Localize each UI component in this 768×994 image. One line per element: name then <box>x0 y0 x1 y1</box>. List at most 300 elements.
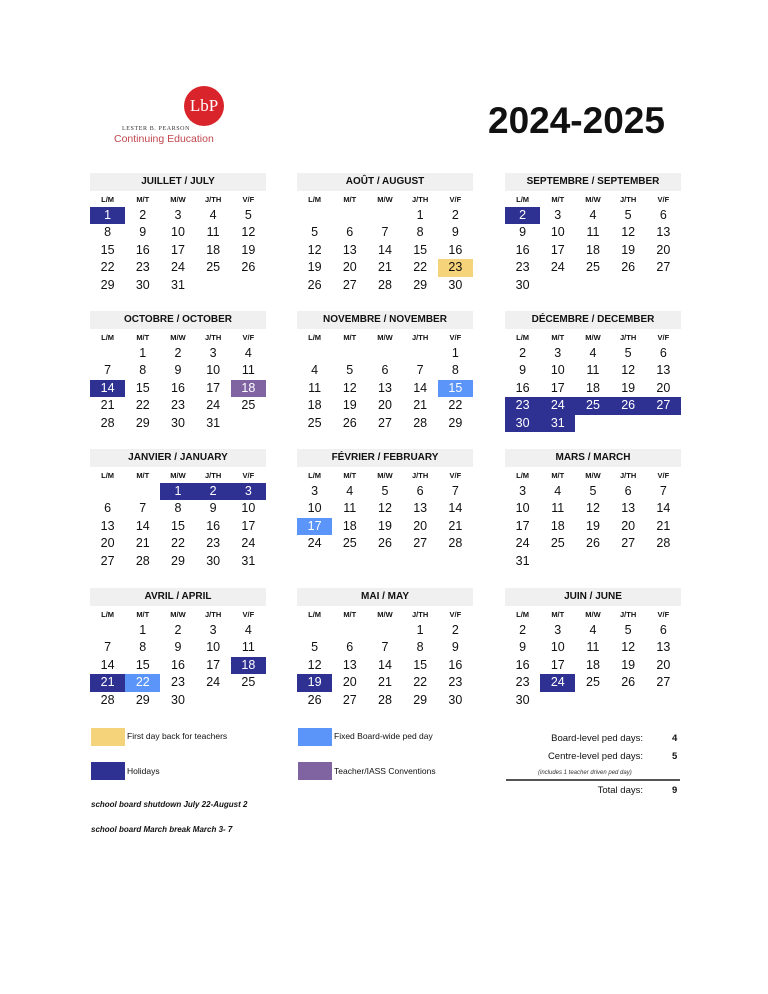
day-cell: 7 <box>659 484 667 498</box>
day-cell: 21 <box>135 536 150 551</box>
week-row <box>297 362 473 379</box>
month-header: FÉVRIER / FEBRUARY <box>297 449 473 467</box>
weekday-label: L/M <box>308 333 322 342</box>
day-cell: 24 <box>307 536 322 551</box>
empty-cell <box>231 415 266 432</box>
day-cell: 6 <box>381 363 389 378</box>
day-cell-ped-day: 22 <box>125 674 160 691</box>
day-cell: 10 <box>550 640 565 655</box>
day-cell: 8 <box>139 363 147 378</box>
week-row <box>505 657 681 674</box>
day-cell: 31 <box>241 553 256 568</box>
page-title: 2024-2025 <box>488 100 665 141</box>
month-header: NOVEMBRE / NOVEMBER <box>297 311 473 329</box>
day-cell: 12 <box>307 657 322 672</box>
day-cell: 12 <box>621 640 636 655</box>
day-cell: 9 <box>519 225 527 240</box>
day-cell: 13 <box>656 225 671 240</box>
day-cell: 21 <box>448 518 463 533</box>
day-cell: 13 <box>342 657 357 672</box>
month-8 <box>505 449 681 570</box>
day-cell: 14 <box>413 380 428 395</box>
weekday-label: L/M <box>516 471 530 480</box>
day-cell: 30 <box>171 692 185 707</box>
day-cell: 17 <box>206 380 221 395</box>
week-row <box>90 380 266 397</box>
day-cell: 17 <box>206 657 221 672</box>
day-cell: 16 <box>206 518 221 533</box>
day-cell-holiday: 24 <box>540 674 575 691</box>
week-row <box>505 639 681 656</box>
day-cell: 24 <box>241 536 256 551</box>
day-cell: 27 <box>100 553 115 568</box>
day-cell: 6 <box>346 225 354 240</box>
day-cell: 11 <box>206 225 220 240</box>
summary-divider <box>506 779 680 781</box>
weekday-label: M/W <box>585 471 601 480</box>
weekday-label: L/M <box>516 333 530 342</box>
day-cell: 17 <box>515 518 530 533</box>
day-cell: 26 <box>241 260 256 275</box>
day-cell: 26 <box>378 536 392 551</box>
day-cell-holiday: 30 <box>505 415 540 432</box>
day-cell: 20 <box>656 242 671 257</box>
weekday-row <box>505 467 681 483</box>
day-cell: 23 <box>135 260 150 275</box>
day-cell: 24 <box>206 398 221 413</box>
week-row <box>505 518 681 535</box>
weekday-label: J/TH <box>412 333 429 342</box>
day-cell: 4 <box>244 623 252 637</box>
day-cell: 29 <box>413 692 428 707</box>
week-row <box>505 259 681 276</box>
weekday-label: L/M <box>308 195 322 204</box>
weekday-label: M/T <box>551 610 565 619</box>
day-cell: 28 <box>448 536 463 551</box>
empty-cell <box>297 345 332 362</box>
month-header: JUILLET / JULY <box>90 173 266 191</box>
day-cell: 24 <box>206 675 221 690</box>
day-cell: 30 <box>515 692 530 707</box>
day-cell: 14 <box>656 501 671 516</box>
weekday-label: M/T <box>343 610 357 619</box>
month-3 <box>90 311 266 432</box>
day-cell: 12 <box>307 242 322 257</box>
empty-cell <box>90 622 125 639</box>
day-cell: 25 <box>241 675 256 690</box>
week-row <box>505 242 681 259</box>
day-cell: 16 <box>448 242 463 257</box>
week-row <box>297 657 473 674</box>
day-cell: 7 <box>139 501 147 516</box>
month-2 <box>505 173 681 294</box>
month-9 <box>90 588 266 709</box>
day-cell: 23 <box>448 675 463 690</box>
empty-cell <box>575 415 610 432</box>
weekday-label: J/TH <box>620 610 637 619</box>
day-cell: 11 <box>551 501 565 516</box>
weekday-row <box>505 606 681 622</box>
empty-cell <box>297 207 332 224</box>
day-cell: 20 <box>621 518 636 533</box>
day-cell: 1 <box>139 346 147 360</box>
day-cell: 15 <box>171 518 185 533</box>
total-value: 9 <box>672 785 678 796</box>
day-cell: 24 <box>171 260 185 275</box>
day-cell: 28 <box>135 553 150 568</box>
day-cell: 6 <box>346 640 354 655</box>
day-cell: 28 <box>100 692 115 707</box>
empty-cell <box>367 345 402 362</box>
day-cell: 12 <box>241 225 256 240</box>
day-cell: 14 <box>378 657 392 672</box>
day-cell: 18 <box>586 380 600 395</box>
day-cell: 6 <box>659 346 667 360</box>
day-cell: 30 <box>171 415 185 430</box>
weekday-label: M/T <box>136 471 150 480</box>
week-row <box>297 535 473 552</box>
day-cell: 3 <box>209 623 217 637</box>
day-cell: 8 <box>451 363 459 378</box>
note-march-break: school board March break March 3- 7 <box>91 825 233 834</box>
day-cell: 9 <box>174 363 182 378</box>
weekday-label: V/F <box>657 610 670 619</box>
weekday-label: M/T <box>343 195 357 204</box>
day-cell: 5 <box>311 225 319 240</box>
day-cell: 28 <box>413 415 428 430</box>
empty-cell <box>575 553 610 570</box>
empty-cell <box>575 277 610 294</box>
day-cell: 10 <box>206 640 221 655</box>
day-cell: 25 <box>206 260 221 275</box>
day-cell: 5 <box>624 346 632 360</box>
day-cell: 21 <box>413 398 428 413</box>
day-cell-first-day: 23 <box>438 259 473 276</box>
day-cell: 10 <box>550 225 565 240</box>
week-row <box>505 415 681 432</box>
empty-cell <box>575 692 610 709</box>
week-row <box>90 277 266 294</box>
week-row <box>90 692 266 709</box>
weekday-label: V/F <box>242 333 255 342</box>
legend-first-day: First day back for teachers <box>127 731 228 741</box>
weekday-label: V/F <box>242 610 255 619</box>
weekday-label: M/T <box>136 610 150 619</box>
day-cell: 15 <box>135 380 150 395</box>
day-cell: 4 <box>554 484 562 498</box>
day-cell: 27 <box>621 536 636 551</box>
weekday-label: M/W <box>585 195 601 204</box>
day-cell: 1 <box>451 346 459 360</box>
day-cell: 6 <box>624 484 632 498</box>
day-cell: 25 <box>586 675 600 690</box>
weekday-label: M/W <box>585 610 601 619</box>
week-row <box>90 242 266 259</box>
day-cell: 1 <box>139 623 147 637</box>
week-row <box>505 380 681 397</box>
weekday-label: V/F <box>657 471 670 480</box>
day-cell: 9 <box>139 225 147 240</box>
week-row <box>297 259 473 276</box>
day-cell: 25 <box>307 415 322 430</box>
weekday-label: V/F <box>449 610 462 619</box>
week-row <box>90 553 266 570</box>
weekday-label: M/T <box>551 195 565 204</box>
day-cell: 11 <box>241 640 255 655</box>
weekday-label: L/M <box>516 610 530 619</box>
weekday-row <box>297 329 473 345</box>
weekday-row <box>505 191 681 207</box>
day-cell: 13 <box>342 242 357 257</box>
empty-cell <box>403 345 438 362</box>
day-cell: 23 <box>171 675 185 690</box>
day-cell: 7 <box>104 640 112 655</box>
day-cell: 3 <box>554 623 562 637</box>
week-row <box>90 518 266 535</box>
day-cell: 13 <box>413 501 428 516</box>
day-cell: 19 <box>621 657 636 672</box>
empty-cell <box>90 345 125 362</box>
day-cell: 24 <box>550 260 565 275</box>
week-row <box>505 224 681 241</box>
week-row <box>90 207 266 224</box>
day-cell: 27 <box>342 692 357 707</box>
day-cell: 2 <box>174 623 182 637</box>
week-row <box>90 224 266 241</box>
day-cell: 15 <box>100 242 115 257</box>
day-cell: 8 <box>139 640 147 655</box>
day-cell: 20 <box>100 536 115 551</box>
day-cell: 7 <box>381 640 389 655</box>
weekday-label: M/W <box>377 333 393 342</box>
month-1 <box>297 173 473 294</box>
day-cell: 18 <box>586 657 600 672</box>
week-row <box>90 345 266 362</box>
empty-cell <box>125 483 160 500</box>
logo-mark: LbP <box>184 86 224 126</box>
day-cell: 8 <box>416 225 424 240</box>
day-cell: 3 <box>554 208 562 222</box>
weekday-row <box>505 329 681 345</box>
day-cell: 27 <box>413 536 428 551</box>
day-cell: 10 <box>550 363 565 378</box>
weekday-label: M/W <box>170 333 186 342</box>
day-cell: 9 <box>451 225 459 240</box>
day-cell: 14 <box>135 518 150 533</box>
weekday-label: L/M <box>308 610 322 619</box>
week-row <box>90 483 266 500</box>
week-row <box>505 535 681 552</box>
day-cell: 7 <box>104 363 112 378</box>
day-cell: 17 <box>550 380 565 395</box>
day-cell-holiday: 26 <box>611 397 646 414</box>
week-row <box>505 362 681 379</box>
day-cell: 6 <box>659 623 667 637</box>
day-cell-holiday: 27 <box>646 397 681 414</box>
weekday-label: M/W <box>585 333 601 342</box>
day-cell: 30 <box>135 277 150 292</box>
weekday-label: M/T <box>136 333 150 342</box>
week-row <box>505 207 681 224</box>
week-row <box>297 622 473 639</box>
day-cell: 11 <box>586 225 600 240</box>
month-header: DÉCEMBRE / DECEMBER <box>505 311 681 329</box>
month-header: JANVIER / JANUARY <box>90 449 266 467</box>
day-cell: 28 <box>378 277 392 292</box>
day-cell: 6 <box>104 501 112 516</box>
day-cell: 25 <box>586 260 600 275</box>
week-row <box>297 207 473 224</box>
day-cell: 16 <box>135 242 150 257</box>
weekday-label: J/TH <box>620 195 637 204</box>
day-cell: 13 <box>378 380 392 395</box>
day-cell: 24 <box>515 536 530 551</box>
logo-line2: Continuing Education <box>114 133 214 145</box>
day-cell: 22 <box>135 398 150 413</box>
weekday-label: J/TH <box>205 333 222 342</box>
day-cell: 13 <box>100 518 115 533</box>
day-cell: 20 <box>342 260 357 275</box>
day-cell-holiday: 31 <box>540 415 575 432</box>
week-row <box>90 639 266 656</box>
month-header: AVRIL / APRIL <box>90 588 266 606</box>
day-cell: 3 <box>554 346 562 360</box>
day-cell: 14 <box>100 657 115 672</box>
weekday-row <box>90 606 266 622</box>
day-cell: 4 <box>244 346 252 360</box>
week-row <box>505 622 681 639</box>
day-cell: 20 <box>342 675 357 690</box>
weekday-row <box>297 606 473 622</box>
day-cell: 20 <box>413 518 428 533</box>
centre-ped-label: Centre-level ped days: <box>547 751 643 762</box>
day-cell: 4 <box>209 208 217 222</box>
legend-holiday: Holidays <box>127 766 160 776</box>
day-cell: 22 <box>413 675 428 690</box>
weekday-label: M/W <box>377 471 393 480</box>
weekday-label: J/TH <box>412 471 429 480</box>
day-cell-holiday: 3 <box>231 483 266 500</box>
day-cell: 19 <box>241 242 256 257</box>
day-cell: 16 <box>171 380 185 395</box>
day-cell: 23 <box>515 260 530 275</box>
empty-cell <box>332 207 367 224</box>
week-row <box>505 553 681 570</box>
day-cell: 15 <box>135 657 150 672</box>
day-cell: 20 <box>656 657 671 672</box>
weekday-label: M/T <box>343 333 357 342</box>
day-cell: 4 <box>346 484 354 498</box>
day-cell: 9 <box>174 640 182 655</box>
day-cell: 12 <box>378 501 392 516</box>
logo-line1: LESTER B. PEARSON <box>122 126 191 132</box>
weekday-label: J/TH <box>620 333 637 342</box>
day-cell: 21 <box>378 675 392 690</box>
weekday-row <box>90 329 266 345</box>
weekday-label: L/M <box>308 471 322 480</box>
day-cell: 29 <box>100 277 115 292</box>
day-cell: 29 <box>135 692 150 707</box>
empty-cell <box>367 207 402 224</box>
week-row <box>505 500 681 517</box>
day-cell: 9 <box>519 640 527 655</box>
day-cell: 5 <box>624 208 632 222</box>
day-cell: 25 <box>550 536 565 551</box>
week-row <box>505 345 681 362</box>
week-row <box>297 483 473 500</box>
day-cell: 10 <box>515 501 530 516</box>
day-cell: 14 <box>378 242 392 257</box>
week-row <box>505 674 681 691</box>
empty-cell <box>646 277 681 294</box>
week-row <box>297 345 473 362</box>
week-row <box>297 674 473 691</box>
weekday-label: M/W <box>170 195 186 204</box>
day-cell: 13 <box>656 363 671 378</box>
day-cell: 22 <box>413 260 428 275</box>
month-0 <box>90 173 266 294</box>
empty-cell <box>231 277 266 294</box>
day-cell: 4 <box>311 363 319 378</box>
day-cell: 4 <box>589 208 597 222</box>
weekday-label: V/F <box>657 195 670 204</box>
day-cell-holiday: 21 <box>90 674 125 691</box>
day-cell: 19 <box>342 398 357 413</box>
day-cell: 26 <box>621 675 636 690</box>
weekday-label: J/TH <box>205 610 222 619</box>
day-cell: 14 <box>448 501 463 516</box>
day-cell: 20 <box>656 380 671 395</box>
week-row <box>90 362 266 379</box>
day-cell: 2 <box>451 208 459 222</box>
day-cell: 5 <box>311 640 319 655</box>
day-cell: 28 <box>100 415 115 430</box>
day-cell: 18 <box>550 518 565 533</box>
month-10 <box>297 588 473 709</box>
day-cell: 4 <box>589 623 597 637</box>
board-ped-value: 4 <box>672 733 678 744</box>
month-header: AOÛT / AUGUST <box>297 173 473 191</box>
empty-cell <box>646 692 681 709</box>
day-cell: 22 <box>448 398 463 413</box>
weekday-label: M/T <box>551 471 565 480</box>
day-cell: 15 <box>413 657 428 672</box>
week-row <box>90 674 266 691</box>
day-cell: 26 <box>586 536 600 551</box>
day-cell-holiday: 19 <box>297 674 332 691</box>
day-cell-holiday: 23 <box>505 397 540 414</box>
week-row <box>297 518 473 535</box>
legend-swatch-convention <box>298 762 332 780</box>
day-cell: 20 <box>378 398 392 413</box>
day-cell: 10 <box>171 225 185 240</box>
day-cell: 3 <box>519 484 527 498</box>
day-cell: 9 <box>451 640 459 655</box>
day-cell-holiday: 18 <box>231 657 266 674</box>
day-cell: 25 <box>342 536 357 551</box>
day-cell: 2 <box>451 623 459 637</box>
day-cell: 11 <box>241 363 255 378</box>
day-cell-holiday: 24 <box>540 397 575 414</box>
centre-ped-value: 5 <box>672 751 678 762</box>
day-cell: 31 <box>515 553 530 568</box>
day-cell: 8 <box>174 501 182 516</box>
weekday-label: J/TH <box>412 610 429 619</box>
day-cell: 1 <box>416 623 424 637</box>
day-cell-holiday: 14 <box>90 380 125 397</box>
weekday-row <box>90 191 266 207</box>
day-cell-holiday: 25 <box>575 397 610 414</box>
